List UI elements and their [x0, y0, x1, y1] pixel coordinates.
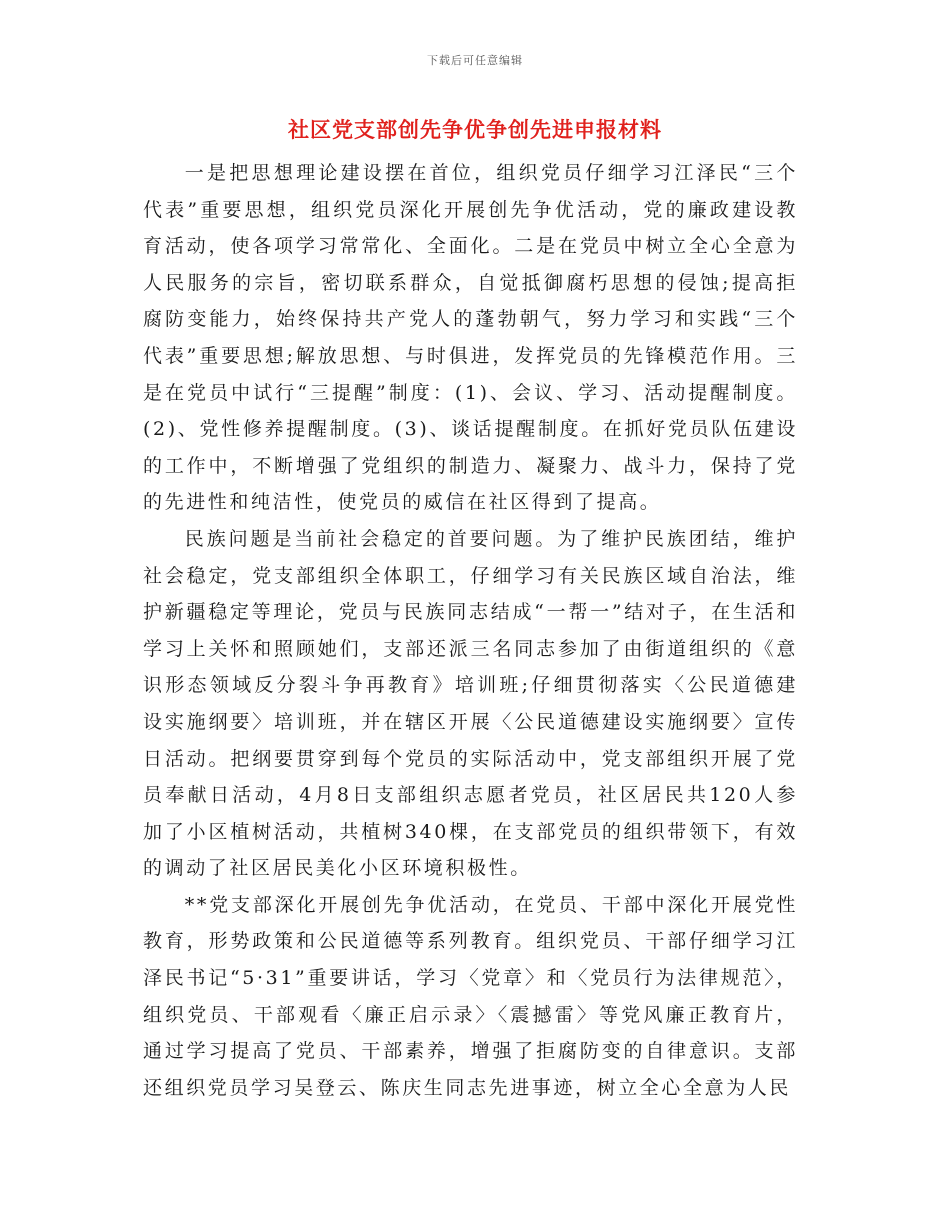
page-header-note: 下载后可任意编辑 — [427, 54, 523, 67]
document-body — [143, 155, 798, 1106]
paragraph-3: **党支部深化开展创先争优活动，在党员、干部中深化开展党性教育，形势政策和公民道德等系列教育。组织党员、干部仔细学习江泽民书记“5·31”重要讲话，学习〈党章〉和〈党员行为法律规范〉，组织党员、干部观看〈廉正启示录〉〈震撼雷〉等党风廉正教育片，通过学习提高了党员、干部素养，增强了拒腐防变的自律意识。支部还组织党员学习吴登云、陈庆生同志先进事迹，树立全心全意为人民 — [143, 893, 798, 1099]
paragraph-2: 民族问题是当前社会稳定的首要问题。为了维护民族团结，维护社会稳定，党支部组织全体职工，仔细学习有关民族区域自治法，维护新疆稳定等理论，党员与民族同志结成“一帮一”结对子，在生活和学习上关怀和照顾她们，支部还派三名同志参加了由街道组织的《意识形态领域反分裂斗争再教育》培训班;仔细贯彻落实〈公民道德建设实施纲要〉培训班，并在辖区开展〈公民道德建设实施纲要〉宣传日活动。把纲要贯穿到每个党员的实际活动中，党支部组织开展了党员奉献日活动，4月8日支部组织志愿者党员，社区居民共120人参加了小区植树活动，共植树340棵，在支部党员的组织带领下，有效的调动了社区居民美化小区环境积极性。 — [143, 527, 798, 880]
paragraph-1: 一是把思想理论建设摆在首位，组织党员仔细学习江泽民“三个代表”重要思想，组织党员深化开展创先争优活动，党的廉政建设教育活动，使各项学习常常化、全面化。二是在党员中树立全心全意为人民服务的宗旨，密切联系群众，自觉抵御腐朽思想的侵蚀;提高拒腐防变能力，始终保持共产党人的蓬勃朝气，努力学习和实践“三个代表”重要思想;解放思想、与时俱进，发挥党员的先锋模范作用。三是在党员中试行“三提醒”制度：(1)、会议、学习、活动提醒制度。(2)、党性修养提醒制度。(3)、谈话提醒制度。在抓好党员队伍建设的工作中，不断增强了党组织的制造力、凝聚力、战斗力，保持了党的先进性和纯洁性，使党员的威信在社区得到了提高。 — [143, 162, 798, 514]
document-title: 社区党支部创先争优争创先进申报材料 — [288, 117, 662, 142]
